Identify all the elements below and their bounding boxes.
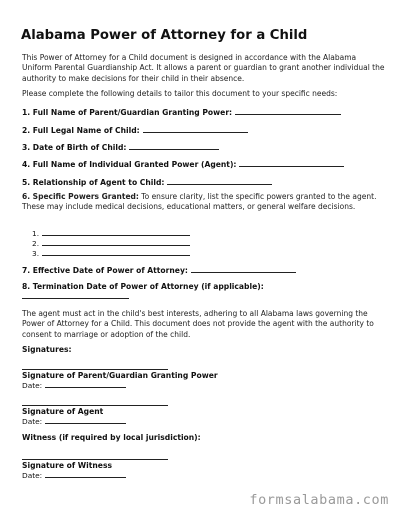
field-child-dob-label: 3. Date of Birth of Child: [22, 143, 127, 152]
witness-date-label: Date: [22, 471, 43, 480]
field-agent-relationship [22, 177, 272, 188]
power-item-2-blank[interactable] [42, 238, 190, 246]
power-item-3-blank[interactable] [42, 248, 190, 256]
effective-date-blank[interactable] [191, 265, 296, 273]
field-child-dob [22, 142, 219, 153]
power-item-3 [32, 248, 190, 259]
agent-relationship-blank[interactable] [167, 177, 272, 185]
agent-signature-label-text: Signature of Agent [22, 407, 104, 416]
field-effective-date [22, 265, 296, 276]
witness-heading-text: Witness (if required by local jurisdiction): [22, 433, 201, 442]
witness-heading [22, 433, 201, 443]
power-item-3-number: 3. [32, 249, 40, 258]
field-specific-powers-label: 6. Specific Powers Granted: [22, 192, 139, 201]
field-specific-powers-text: To ensure clarity, list the specific powers granted to the agent. These may include medical decisions, educational matters, or general welfare decisions. [22, 192, 377, 212]
field-agent-name [22, 159, 344, 170]
document-title: Alabama Power of Attorney for a Child [21, 28, 308, 43]
witness-date-blank[interactable] [45, 470, 126, 478]
intro-paragraph: This Power of Attorney for a Child document is designed in accordance with the Alabama Uniform Parental Guardianship Act. It allows a parent or guardian to grant another individual the authority to make decisions for their child in their absence. [22, 53, 385, 83]
signatures-heading [22, 345, 72, 355]
field-termination-date [22, 282, 264, 292]
agent-date [22, 416, 126, 427]
child-dob-blank[interactable] [129, 142, 219, 150]
field-parent-name-label: 1. Full Name of Parent/Guardian Granting Power: [22, 108, 233, 117]
agent-signature-line[interactable] [22, 405, 168, 406]
power-item-2-number: 2. [32, 239, 40, 248]
termination-date-blank[interactable] [22, 298, 129, 299]
witness-signature-label-text: Signature of Witness [22, 461, 112, 470]
field-child-name-label: 2. Full Legal Name of Child: [22, 126, 140, 135]
signatures-heading-text: Signatures: [22, 345, 72, 354]
power-item-1-blank[interactable] [42, 228, 190, 236]
instructions-paragraph: Please complete the following details to tailor this document to your specific needs: [22, 89, 338, 98]
agent-date-label: Date: [22, 417, 43, 426]
parent-signature-label-text: Signature of Parent/Guardian Granting Power [22, 371, 218, 380]
parent-date [22, 380, 126, 391]
field-specific-powers [22, 192, 388, 213]
parent-date-label: Date: [22, 381, 43, 390]
parent-date-blank[interactable] [45, 380, 126, 388]
field-parent-name [22, 107, 341, 118]
power-item-1-number: 1. [32, 229, 40, 238]
field-agent-name-label: 4. Full Name of Individual Granted Power (Agent): [22, 160, 237, 169]
closing-paragraph: The agent must act in the child's best interests, adhering to all Alabama laws governing the Power of Attorney for a Child. This document does not provide the agent with the authority to consent to marriage or adoption of the child. [22, 309, 374, 339]
agent-date-blank[interactable] [45, 416, 126, 424]
agent-name-blank[interactable] [239, 159, 344, 167]
field-child-name [22, 125, 248, 136]
witness-date [22, 470, 126, 481]
parent-name-blank[interactable] [235, 107, 341, 115]
field-agent-relationship-label: 5. Relationship of Agent to Child: [22, 178, 165, 187]
witness-signature-line[interactable] [22, 459, 168, 460]
parent-signature-line[interactable] [22, 369, 168, 370]
field-effective-date-label: 7. Effective Date of Power of Attorney: [22, 266, 188, 275]
child-name-blank[interactable] [143, 125, 248, 133]
site-watermark: formsalabama.com [249, 492, 389, 508]
field-termination-date-label: 8. Termination Date of Power of Attorney (if applicable): [22, 282, 264, 291]
